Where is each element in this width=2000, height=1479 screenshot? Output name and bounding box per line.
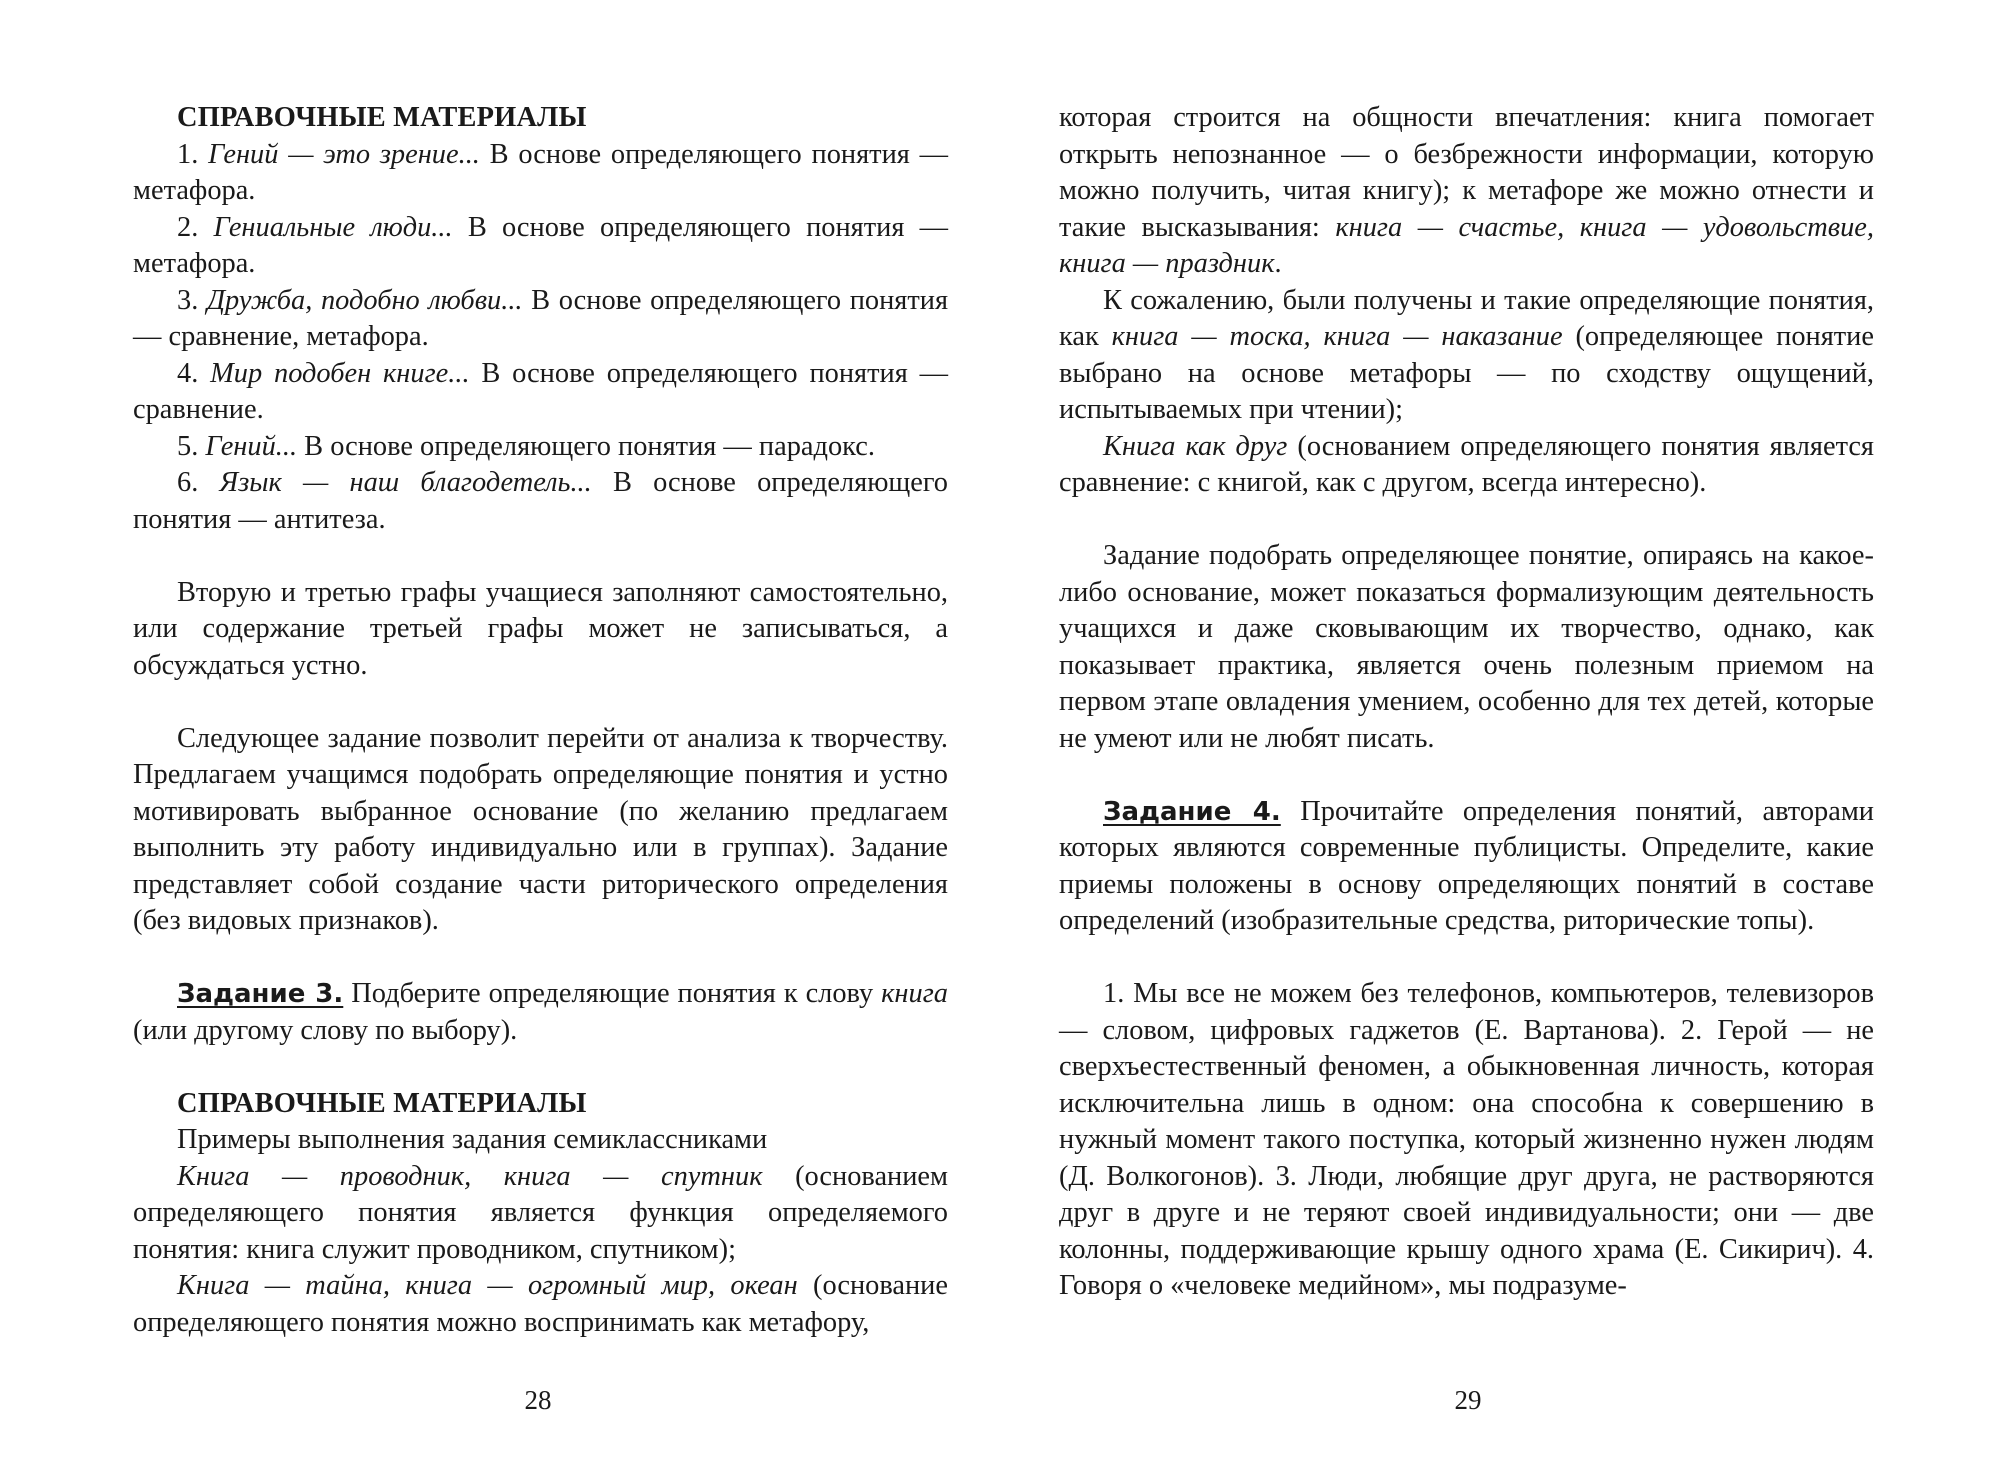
continuation-paragraph: которая строится на общности впечатления: книга помогает открыть непознанное — о безбрежности информации, которую можно получить, читая книгу); к метафоре же можно отнести и такие высказывания: книга — счастье, книга — удовольствие, книга — праздник. (1059, 102, 1874, 279)
reference-item-5: 5. Гений... В основе определяющего понятия — парадокс. (177, 430, 875, 462)
page-number-left: 28 (524, 1385, 552, 1415)
paragraph-task-discussion: Задание подобрать определяющее понятие, опираясь на какое-либо основание, может показаться формализующим деятельность учащихся и даже сковывающим их творчество, однако, как показывает практика, является очень полезным приемом на первом этапе овладения умением, особенно для тех детей, которые не умеют или не любят писать. (1059, 540, 1874, 754)
reference-heading-2: СПРАВОЧНЫЕ МАТЕРИАЛЫ (177, 1087, 587, 1119)
paragraph-columns: Вторую и третью графы учащиеся заполняют самостоятельно, или содержание третьей графы может не записываться, а обсуждаться устно. (133, 576, 948, 681)
task-4-label: Задание 4. (1103, 796, 1281, 827)
reference-item-6: 6. Язык — наш благодетель... В основе определяющего понятия — антитеза. (133, 467, 949, 535)
examples-intro: Примеры выполнения задания семиклассниками (177, 1124, 768, 1155)
quotes-paragraph: 1. Мы все не можем без телефонов, компьютеров, телевизоров — словом, цифровых гаджетов (Е. Вартанова). 2. Герой — не сверхъестественный феномен, а обыкновенная личность, которая исключительна лишь в одном: она способна к совершению в нужный момент такого поступка, который жизненно нужен людям (Д. Волкогонов). 3. Люди, любящие друг друга, не растворяются друг в друге и не теряют своей индивидуальности; они — две колонны, поддерживающие крышу одного храма (Е. Сикирич). 4. Говоря о «человеке медийном», мы подразуме- (1059, 978, 1874, 1301)
paragraph-next-task: Следующее задание позволит перейти от анализа к творчеству. Предлагаем учащимся подобрать определяющие понятия и устно мотивировать выбранное основание (по желанию предлагаем выполнить эту работу индивидуально или в группах). Задание представляет собой создание части риторического определения (без видовых признаков). (133, 722, 948, 936)
reference-item-1: 1. Гений — это зрение... В основе определяющего понятия — метафора. (133, 138, 948, 206)
friend-paragraph: Книга как друг (основанием определяющего понятия является сравнение: с книгой, как с другом, всегда интересно). (1059, 430, 1874, 498)
reference-item-3: 3. Дружба, подобно любви... В основе определяющего понятия — сравнение, метафора. (133, 284, 949, 352)
task-4: Задание 4. Прочитайте определения понятий, авторами которых являются современные публицисты. Определите, какие приемы положены в основу определяющих понятий в составе определений (изобразительные средства, риторические топы). (1059, 795, 1874, 936)
task-3-label: Задание 3. (177, 979, 344, 1009)
right-page (1059, 100, 1874, 1305)
reference-heading: СПРАВОЧНЫЕ МАТЕРИАЛЫ (177, 102, 587, 133)
regret-paragraph: К сожалению, были получены и такие определяющие понятия, как книга — тоска, книга — наказание (определяющее понятие выбрано на основе метафоры — по сходству ощущений, испытываемых при чтении); (1059, 284, 1874, 425)
reference-item-2: 2. Гениальные люди... В основе определяющего понятия — метафора. (133, 211, 949, 279)
page-number-right: 29 (1454, 1385, 1482, 1415)
left-page (133, 100, 948, 1341)
example-2: Книга — тайна, книга — огромный мир, океан (основание определяющего понятия можно воспринимать как метафору, (133, 1270, 948, 1338)
reference-item-4: 4. Мир подобен книге... В основе определяющего понятия — сравнение. (133, 357, 948, 425)
example-1: Книга — проводник, книга — спутник (основанием определяющего понятия является функция определяемого понятия: книга служит проводником, спутником); (133, 1160, 948, 1265)
task-3: Задание 3. Подберите определяющие понятия к слову книга (или другому слову по выбору). (133, 978, 948, 1046)
